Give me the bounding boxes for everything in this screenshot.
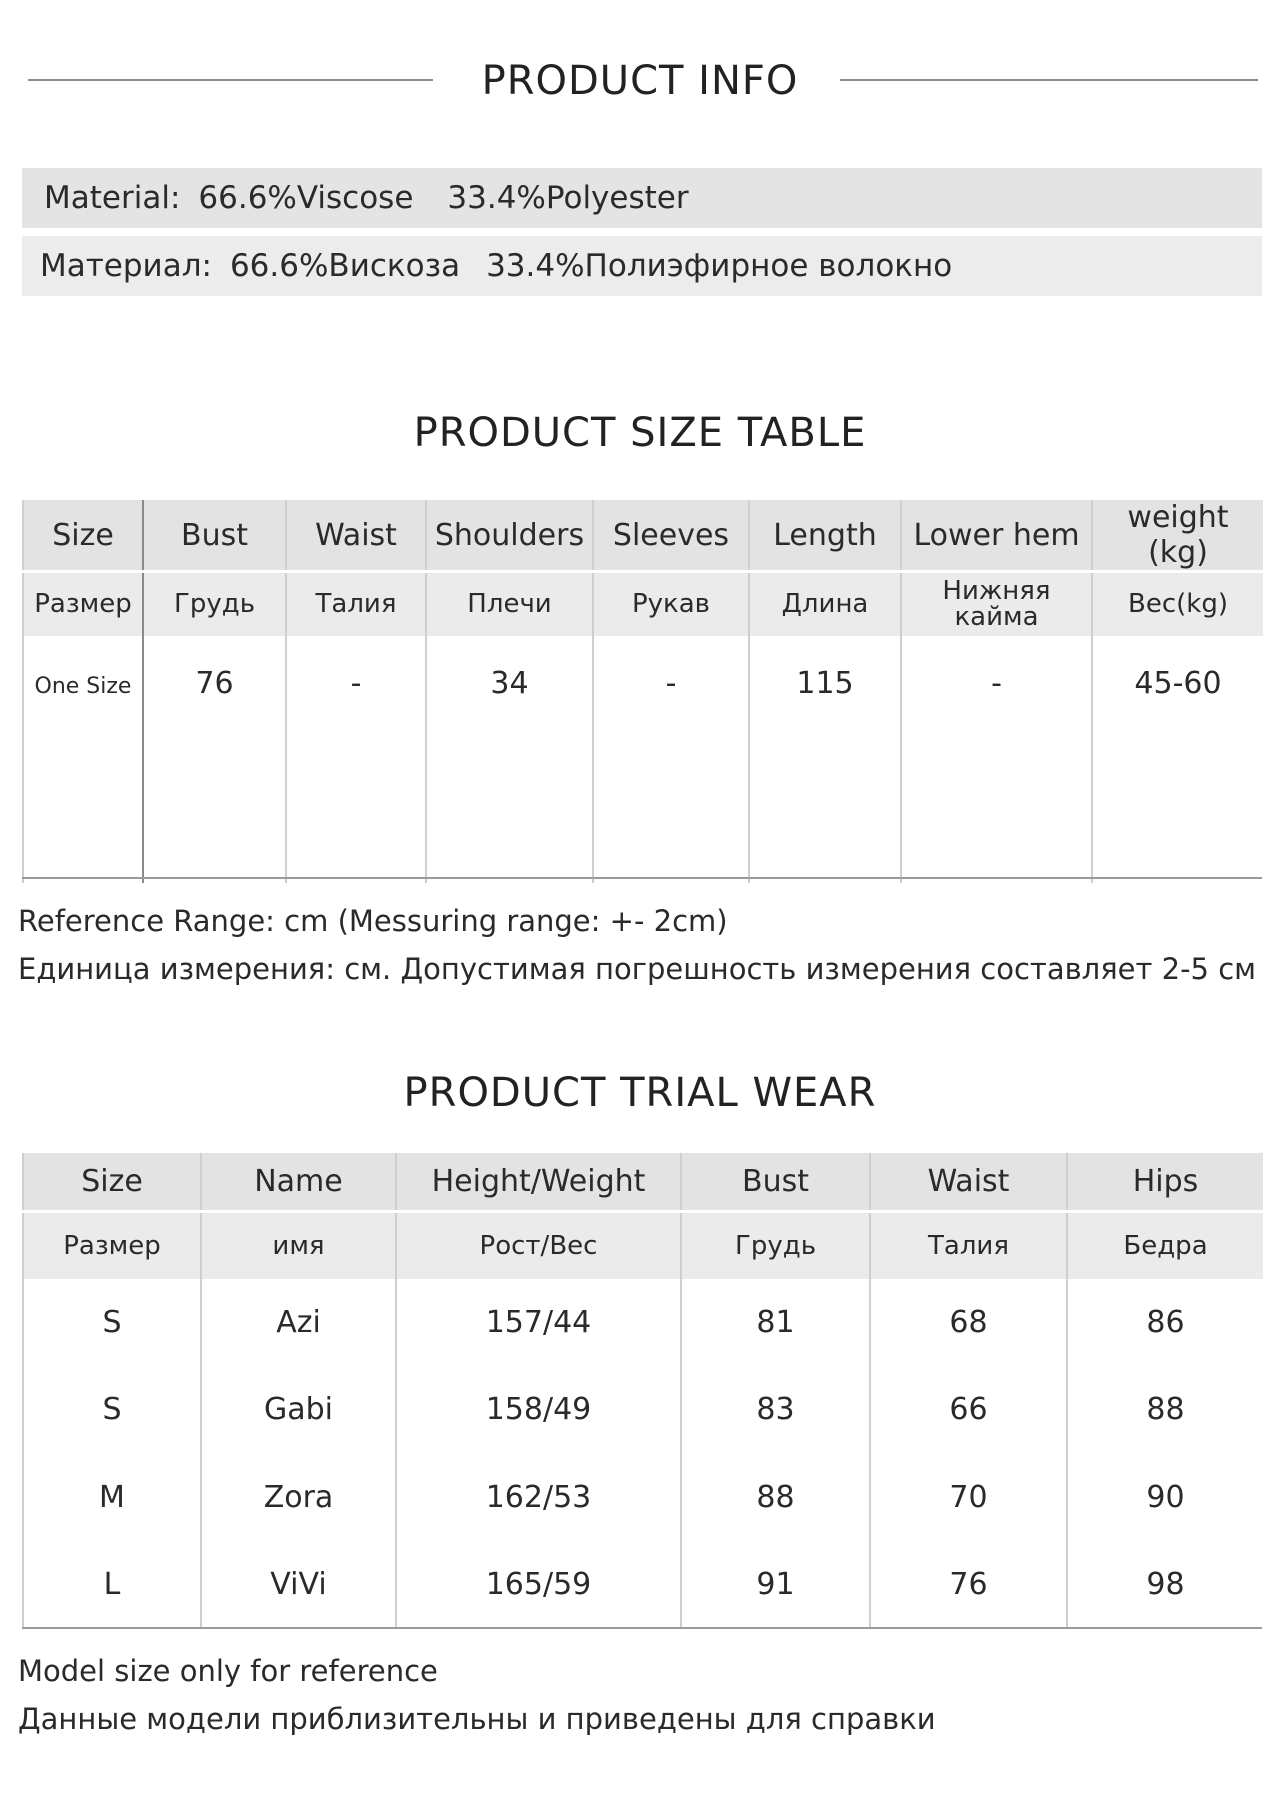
- table-cell: -: [286, 636, 426, 883]
- table-cell: 90: [1067, 1453, 1263, 1541]
- col-header-ru: Рост/Вес: [396, 1211, 681, 1279]
- material-label: Material:: [44, 180, 181, 216]
- col-header: Waist: [286, 500, 426, 572]
- col-header-ru: имя: [201, 1211, 396, 1279]
- col-header-ru: Грудь: [143, 572, 286, 636]
- trial-note-ru: Данные модели приблизительны и приведены для справки: [18, 1702, 936, 1736]
- table-cell: L: [23, 1541, 201, 1627]
- table-cell: One Size: [23, 636, 143, 883]
- col-header-ru: Плечи: [426, 572, 593, 636]
- col-header: Length: [749, 500, 901, 572]
- table-cell: 158/49: [396, 1366, 681, 1453]
- col-header-ru: Талия: [870, 1211, 1067, 1279]
- col-header-ru: Рукав: [593, 572, 749, 636]
- table-row: [23, 1366, 1263, 1453]
- table-cell: 45-60: [1092, 636, 1263, 883]
- table-cell: 86: [1067, 1279, 1263, 1366]
- trial-table-header-en: [23, 1153, 1263, 1211]
- table-cell: 76: [870, 1541, 1067, 1627]
- product-info-title: PRODUCT INFO: [481, 58, 799, 104]
- col-header-ru: Бедра: [1067, 1211, 1263, 1279]
- table-cell: Azi: [201, 1279, 396, 1366]
- size-table-row: [23, 636, 1263, 883]
- col-header-ru: Длина: [749, 572, 901, 636]
- col-header: Bust: [143, 500, 286, 572]
- table-cell: M: [23, 1453, 201, 1541]
- col-header: weight (kg): [1092, 500, 1263, 572]
- material-label: Материал:: [40, 248, 212, 284]
- col-header-ru: Талия: [286, 572, 426, 636]
- col-header: Bust: [681, 1153, 870, 1211]
- col-header: Height/Weight: [396, 1153, 681, 1211]
- table-cell: 88: [1067, 1366, 1263, 1453]
- table-cell: S: [23, 1279, 201, 1366]
- table-row: [23, 1279, 1263, 1366]
- header-rule-right: [840, 79, 1258, 81]
- col-header-ru: Нижняя кайма: [901, 572, 1092, 636]
- trial-table-bottom-rule: [22, 1627, 1262, 1629]
- table-cell: -: [901, 636, 1092, 883]
- table-cell: ViVi: [201, 1541, 396, 1627]
- col-header: Waist: [870, 1153, 1067, 1211]
- material-row-en: [22, 168, 1262, 228]
- col-header-ru: Размер: [23, 1211, 201, 1279]
- table-cell: Zora: [201, 1453, 396, 1541]
- table-cell: S: [23, 1366, 201, 1453]
- table-cell: Gabi: [201, 1366, 396, 1453]
- table-row: [23, 1453, 1263, 1541]
- trial-wear-title: PRODUCT TRIAL WEAR: [403, 1070, 877, 1116]
- size-table-header-ru: [23, 572, 1263, 636]
- table-cell: 66: [870, 1366, 1067, 1453]
- table-cell: 88: [681, 1453, 870, 1541]
- table-cell: 76: [143, 636, 286, 883]
- col-header-ru: Грудь: [681, 1211, 870, 1279]
- table-row: [23, 1541, 1263, 1627]
- trial-table-header-ru: [23, 1211, 1263, 1279]
- material-value-polyester: 33.4%Полиэфирное волокно: [486, 248, 953, 284]
- table-cell: 68: [870, 1279, 1067, 1366]
- table-cell: 98: [1067, 1541, 1263, 1627]
- col-header-ru: Вес(kg): [1092, 572, 1263, 636]
- size-table: [22, 500, 1263, 883]
- table-cell: 162/53: [396, 1453, 681, 1541]
- size-table-title: PRODUCT SIZE TABLE: [413, 410, 867, 456]
- size-table-bottom-rule: [22, 877, 1262, 879]
- table-cell: 115: [749, 636, 901, 883]
- table-cell: 34: [426, 636, 593, 883]
- col-header: Size: [23, 1153, 201, 1211]
- table-cell: 165/59: [396, 1541, 681, 1627]
- col-header: Size: [23, 500, 143, 572]
- col-header: Name: [201, 1153, 396, 1211]
- col-header: Shoulders: [426, 500, 593, 572]
- table-cell: 70: [870, 1453, 1067, 1541]
- size-note-ru: Единица измерения: см. Допустимая погрешность измерения составляет 2-5 см: [18, 952, 1257, 986]
- trial-note-en: Model size only for reference: [18, 1654, 438, 1688]
- table-cell: 83: [681, 1366, 870, 1453]
- col-header: Lower hem: [901, 500, 1092, 572]
- col-header: Sleeves: [593, 500, 749, 572]
- col-header: Hips: [1067, 1153, 1263, 1211]
- material-value-polyester: 33.4%Polyester: [447, 180, 689, 216]
- col-header-ru: Размер: [23, 572, 143, 636]
- table-cell: 157/44: [396, 1279, 681, 1366]
- material-value-viscose: 66.6%Вискоза: [229, 248, 461, 284]
- trial-wear-table: [22, 1153, 1263, 1627]
- material-row-ru: [22, 236, 1262, 296]
- table-cell: 91: [681, 1541, 870, 1627]
- table-cell: 81: [681, 1279, 870, 1366]
- size-table-header-en: [23, 500, 1263, 572]
- table-cell: -: [593, 636, 749, 883]
- size-note-en: Reference Range: cm (Messuring range: +- 2cm): [18, 904, 728, 938]
- material-value-viscose: 66.6%Viscose: [198, 180, 414, 216]
